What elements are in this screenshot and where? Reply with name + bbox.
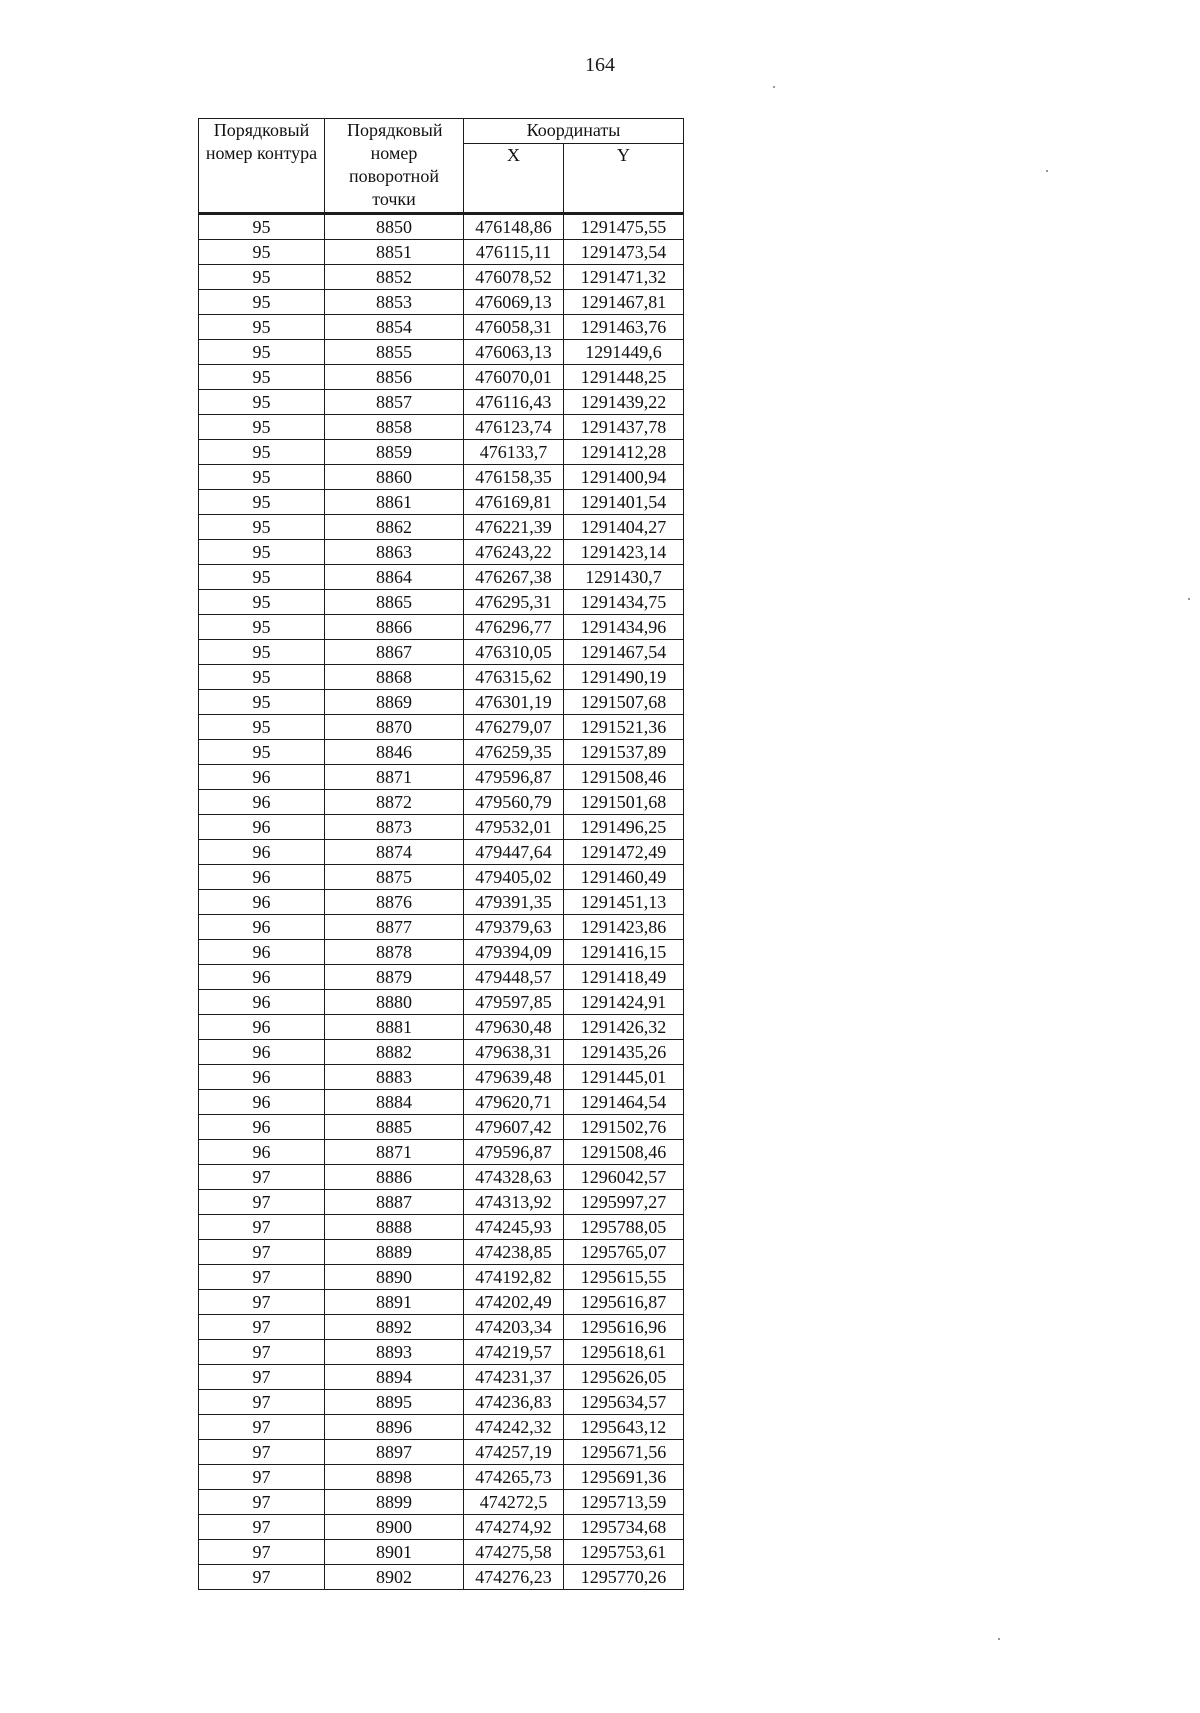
x-coordinate-cell: 474236,83 (464, 1390, 564, 1415)
y-coordinate-cell: 1291445,01 (564, 1065, 684, 1090)
contour-number-cell: 95 (199, 415, 325, 440)
contour-number-cell: 96 (199, 865, 325, 890)
table-row (199, 1190, 684, 1215)
point-number-cell: 8871 (325, 1140, 464, 1165)
contour-number-cell: 97 (199, 1165, 325, 1190)
x-coordinate-cell: 479560,79 (464, 790, 564, 815)
table-row (199, 1540, 684, 1565)
y-coordinate-cell: 1295671,56 (564, 1440, 684, 1465)
y-coordinate-cell: 1295616,96 (564, 1315, 684, 1340)
y-coordinate-cell: 1291471,32 (564, 265, 684, 290)
contour-number-cell: 96 (199, 915, 325, 940)
contour-number-cell: 95 (199, 440, 325, 465)
x-coordinate-cell: 476070,01 (464, 365, 564, 390)
contour-number-cell: 97 (199, 1365, 325, 1390)
contour-number-cell: 96 (199, 890, 325, 915)
contour-number-cell: 97 (199, 1540, 325, 1565)
table-row (199, 890, 684, 915)
contour-number-cell: 96 (199, 1115, 325, 1140)
x-coordinate-cell: 476301,19 (464, 690, 564, 715)
contour-number-cell: 95 (199, 715, 325, 740)
x-coordinate-cell: 476123,74 (464, 415, 564, 440)
point-number-cell: 8892 (325, 1315, 464, 1340)
table-row (199, 1465, 684, 1490)
table-row (199, 990, 684, 1015)
contour-number-cell: 96 (199, 990, 325, 1015)
y-coordinate-cell: 1295770,26 (564, 1565, 684, 1590)
contour-number-cell: 96 (199, 1015, 325, 1040)
y-coordinate-cell: 1291448,25 (564, 365, 684, 390)
point-number-cell: 8866 (325, 615, 464, 640)
table-row (199, 790, 684, 815)
y-coordinate-cell: 1291416,15 (564, 940, 684, 965)
point-number-cell: 8859 (325, 440, 464, 465)
y-coordinate-cell: 1291473,54 (564, 240, 684, 265)
contour-number-cell: 96 (199, 1040, 325, 1065)
x-coordinate-cell: 479391,35 (464, 890, 564, 915)
y-coordinate-cell: 1291412,28 (564, 440, 684, 465)
point-number-cell: 8900 (325, 1515, 464, 1540)
contour-number-cell: 95 (199, 740, 325, 765)
table-row (199, 465, 684, 490)
x-coordinate-cell: 479597,85 (464, 990, 564, 1015)
table-row (199, 1165, 684, 1190)
point-number-cell: 8896 (325, 1415, 464, 1440)
x-coordinate-cell: 479639,48 (464, 1065, 564, 1090)
point-number-cell: 8885 (325, 1115, 464, 1140)
contour-number-cell: 97 (199, 1490, 325, 1515)
contour-number-cell: 96 (199, 840, 325, 865)
contour-number-cell: 95 (199, 515, 325, 540)
point-number-cell: 8867 (325, 640, 464, 665)
y-coordinate-cell: 1291460,49 (564, 865, 684, 890)
contour-number-cell: 97 (199, 1390, 325, 1415)
point-number-cell: 8882 (325, 1040, 464, 1065)
y-coordinate-cell: 1291434,75 (564, 590, 684, 615)
table-row (199, 840, 684, 865)
contour-number-cell: 95 (199, 565, 325, 590)
y-coordinate-cell: 1291467,81 (564, 290, 684, 315)
x-coordinate-cell: 476221,39 (464, 515, 564, 540)
point-number-cell: 8851 (325, 240, 464, 265)
y-coordinate-cell: 1295634,57 (564, 1390, 684, 1415)
contour-number-cell: 95 (199, 240, 325, 265)
point-number-cell: 8875 (325, 865, 464, 890)
point-number-cell: 8889 (325, 1240, 464, 1265)
point-number-cell: 8886 (325, 1165, 464, 1190)
scan-speck (773, 86, 775, 88)
table-row (199, 1090, 684, 1115)
x-coordinate-cell: 474257,19 (464, 1440, 564, 1465)
table-row (199, 1340, 684, 1365)
contour-number-cell: 97 (199, 1215, 325, 1240)
y-coordinate-cell: 1291430,7 (564, 565, 684, 590)
y-coordinate-cell: 1291490,19 (564, 665, 684, 690)
point-number-cell: 8852 (325, 265, 464, 290)
x-coordinate-cell: 476243,22 (464, 540, 564, 565)
y-coordinate-cell: 1291418,49 (564, 965, 684, 990)
x-coordinate-cell: 476169,81 (464, 490, 564, 515)
contour-number-cell: 96 (199, 940, 325, 965)
page-number: 164 (585, 54, 615, 76)
header-point-number: Порядковый номер поворотной точки (325, 119, 464, 214)
contour-number-cell: 95 (199, 640, 325, 665)
y-coordinate-cell: 1291496,25 (564, 815, 684, 840)
x-coordinate-cell: 479620,71 (464, 1090, 564, 1115)
x-coordinate-cell: 479405,02 (464, 865, 564, 890)
x-coordinate-cell: 479638,31 (464, 1040, 564, 1065)
y-coordinate-cell: 1291501,68 (564, 790, 684, 815)
contour-number-cell: 95 (199, 390, 325, 415)
table-row (199, 690, 684, 715)
contour-number-cell: 97 (199, 1440, 325, 1465)
table-row (199, 1490, 684, 1515)
table-row (199, 640, 684, 665)
table-row (199, 1240, 684, 1265)
y-coordinate-cell: 1291400,94 (564, 465, 684, 490)
contour-number-cell: 95 (199, 690, 325, 715)
y-coordinate-cell: 1295734,68 (564, 1515, 684, 1540)
contour-number-cell: 97 (199, 1265, 325, 1290)
point-number-cell: 8878 (325, 940, 464, 965)
x-coordinate-cell: 474202,49 (464, 1290, 564, 1315)
x-coordinate-cell: 474245,93 (464, 1215, 564, 1240)
x-coordinate-cell: 474231,37 (464, 1365, 564, 1390)
table-row (199, 965, 684, 990)
x-coordinate-cell: 479596,87 (464, 765, 564, 790)
table-row (199, 565, 684, 590)
x-coordinate-cell: 474274,92 (464, 1515, 564, 1540)
point-number-cell: 8887 (325, 1190, 464, 1215)
y-coordinate-cell: 1291435,26 (564, 1040, 684, 1065)
scan-speck (1046, 170, 1048, 172)
point-number-cell: 8868 (325, 665, 464, 690)
point-number-cell: 8850 (325, 214, 464, 240)
point-number-cell: 8893 (325, 1340, 464, 1365)
x-coordinate-cell: 474238,85 (464, 1240, 564, 1265)
point-number-cell: 8897 (325, 1440, 464, 1465)
y-coordinate-cell: 1291451,13 (564, 890, 684, 915)
y-coordinate-cell: 1291439,22 (564, 390, 684, 415)
contour-number-cell: 95 (199, 265, 325, 290)
x-coordinate-cell: 474242,32 (464, 1415, 564, 1440)
table-row (199, 590, 684, 615)
table-row (199, 1565, 684, 1590)
x-coordinate-cell: 474276,23 (464, 1565, 564, 1590)
y-coordinate-cell: 1291434,96 (564, 615, 684, 640)
y-coordinate-cell: 1291449,6 (564, 340, 684, 365)
x-coordinate-cell: 474328,63 (464, 1165, 564, 1190)
point-number-cell: 8877 (325, 915, 464, 940)
point-number-cell: 8873 (325, 815, 464, 840)
table-row (199, 1415, 684, 1440)
x-coordinate-cell: 479532,01 (464, 815, 564, 840)
y-coordinate-cell: 1291508,46 (564, 765, 684, 790)
table-row (199, 1290, 684, 1315)
x-coordinate-cell: 479596,87 (464, 1140, 564, 1165)
y-coordinate-cell: 1291467,54 (564, 640, 684, 665)
point-number-cell: 8890 (325, 1265, 464, 1290)
point-number-cell: 8861 (325, 490, 464, 515)
point-number-cell: 8871 (325, 765, 464, 790)
y-coordinate-cell: 1291423,86 (564, 915, 684, 940)
table-row (199, 365, 684, 390)
table-row (199, 1365, 684, 1390)
point-number-cell: 8872 (325, 790, 464, 815)
contour-number-cell: 97 (199, 1415, 325, 1440)
y-coordinate-cell: 1295616,87 (564, 1290, 684, 1315)
contour-number-cell: 97 (199, 1240, 325, 1265)
table-row (199, 940, 684, 965)
y-coordinate-cell: 1291508,46 (564, 1140, 684, 1165)
y-coordinate-cell: 1291472,49 (564, 840, 684, 865)
scan-speck (998, 1638, 1000, 1640)
table-row (199, 265, 684, 290)
header-coordinates: Координаты (464, 119, 684, 144)
x-coordinate-cell: 476310,05 (464, 640, 564, 665)
y-coordinate-cell: 1295788,05 (564, 1215, 684, 1240)
table-row (199, 1515, 684, 1540)
y-coordinate-cell: 1291507,68 (564, 690, 684, 715)
x-coordinate-cell: 476267,38 (464, 565, 564, 590)
y-coordinate-cell: 1291401,54 (564, 490, 684, 515)
point-number-cell: 8902 (325, 1565, 464, 1590)
contour-number-cell: 97 (199, 1290, 325, 1315)
table-row (199, 1265, 684, 1290)
point-number-cell: 8854 (325, 315, 464, 340)
point-number-cell: 8883 (325, 1065, 464, 1090)
table-row (199, 315, 684, 340)
y-coordinate-cell: 1291404,27 (564, 515, 684, 540)
x-coordinate-cell: 476279,07 (464, 715, 564, 740)
contour-number-cell: 95 (199, 590, 325, 615)
table-row (199, 390, 684, 415)
point-number-cell: 8870 (325, 715, 464, 740)
contour-number-cell: 95 (199, 365, 325, 390)
contour-number-cell: 95 (199, 465, 325, 490)
point-number-cell: 8855 (325, 340, 464, 365)
y-coordinate-cell: 1295626,05 (564, 1365, 684, 1390)
contour-number-cell: 97 (199, 1190, 325, 1215)
table-row (199, 665, 684, 690)
point-number-cell: 8853 (325, 290, 464, 315)
coordinates-table (198, 118, 684, 1590)
table-row (199, 240, 684, 265)
x-coordinate-cell: 476078,52 (464, 265, 564, 290)
point-number-cell: 8857 (325, 390, 464, 415)
point-number-cell: 8862 (325, 515, 464, 540)
table-row (199, 1390, 684, 1415)
table-row (199, 915, 684, 940)
table-row (199, 540, 684, 565)
table-row (199, 440, 684, 465)
y-coordinate-cell: 1295643,12 (564, 1415, 684, 1440)
contour-number-cell: 95 (199, 665, 325, 690)
point-number-cell: 8894 (325, 1365, 464, 1390)
y-coordinate-cell: 1295753,61 (564, 1540, 684, 1565)
contour-number-cell: 96 (199, 815, 325, 840)
y-coordinate-cell: 1296042,57 (564, 1165, 684, 1190)
x-coordinate-cell: 476259,35 (464, 740, 564, 765)
x-coordinate-cell: 476315,62 (464, 665, 564, 690)
table-row (199, 1115, 684, 1140)
table-row (199, 1040, 684, 1065)
y-coordinate-cell: 1291463,76 (564, 315, 684, 340)
x-coordinate-cell: 479394,09 (464, 940, 564, 965)
contour-number-cell: 95 (199, 615, 325, 640)
x-coordinate-cell: 476296,77 (464, 615, 564, 640)
table-row (199, 214, 684, 240)
contour-number-cell: 95 (199, 490, 325, 515)
y-coordinate-cell: 1291537,89 (564, 740, 684, 765)
x-coordinate-cell: 474203,34 (464, 1315, 564, 1340)
table-row (199, 815, 684, 840)
contour-number-cell: 97 (199, 1340, 325, 1365)
y-coordinate-cell: 1295997,27 (564, 1190, 684, 1215)
header-y: Y (564, 144, 684, 214)
x-coordinate-cell: 476069,13 (464, 290, 564, 315)
x-coordinate-cell: 479607,42 (464, 1115, 564, 1140)
table-row (199, 715, 684, 740)
y-coordinate-cell: 1295615,55 (564, 1265, 684, 1290)
x-coordinate-cell: 474272,5 (464, 1490, 564, 1515)
point-number-cell: 8899 (325, 1490, 464, 1515)
x-coordinate-cell: 479379,63 (464, 915, 564, 940)
y-coordinate-cell: 1295765,07 (564, 1240, 684, 1265)
contour-number-cell: 95 (199, 540, 325, 565)
y-coordinate-cell: 1291424,91 (564, 990, 684, 1015)
contour-number-cell: 96 (199, 965, 325, 990)
point-number-cell: 8869 (325, 690, 464, 715)
contour-number-cell: 95 (199, 340, 325, 365)
x-coordinate-cell: 479447,64 (464, 840, 564, 865)
x-coordinate-cell: 479448,57 (464, 965, 564, 990)
point-number-cell: 8888 (325, 1215, 464, 1240)
x-coordinate-cell: 476063,13 (464, 340, 564, 365)
point-number-cell: 8879 (325, 965, 464, 990)
x-coordinate-cell: 474275,58 (464, 1540, 564, 1565)
table-row (199, 1215, 684, 1240)
contour-number-cell: 96 (199, 1140, 325, 1165)
y-coordinate-cell: 1291521,36 (564, 715, 684, 740)
point-number-cell: 8874 (325, 840, 464, 865)
point-number-cell: 8884 (325, 1090, 464, 1115)
contour-number-cell: 96 (199, 790, 325, 815)
contour-number-cell: 96 (199, 1090, 325, 1115)
point-number-cell: 8881 (325, 1015, 464, 1040)
point-number-cell: 8846 (325, 740, 464, 765)
table-row (199, 865, 684, 890)
point-number-cell: 8898 (325, 1465, 464, 1490)
contour-number-cell: 95 (199, 290, 325, 315)
contour-number-cell: 97 (199, 1565, 325, 1590)
y-coordinate-cell: 1291502,76 (564, 1115, 684, 1140)
header-x: X (464, 144, 564, 214)
point-number-cell: 8856 (325, 365, 464, 390)
contour-number-cell: 95 (199, 214, 325, 240)
x-coordinate-cell: 476115,11 (464, 240, 564, 265)
table-row (199, 765, 684, 790)
table-row (199, 515, 684, 540)
y-coordinate-cell: 1295713,59 (564, 1490, 684, 1515)
point-number-cell: 8858 (325, 415, 464, 440)
point-number-cell: 8891 (325, 1290, 464, 1315)
contour-number-cell: 95 (199, 315, 325, 340)
x-coordinate-cell: 476158,35 (464, 465, 564, 490)
point-number-cell: 8876 (325, 890, 464, 915)
table-row (199, 615, 684, 640)
table-body (199, 214, 684, 1590)
point-number-cell: 8895 (325, 1390, 464, 1415)
x-coordinate-cell: 476058,31 (464, 315, 564, 340)
x-coordinate-cell: 474192,82 (464, 1265, 564, 1290)
table-row (199, 415, 684, 440)
contour-number-cell: 96 (199, 1065, 325, 1090)
contour-number-cell: 97 (199, 1315, 325, 1340)
x-coordinate-cell: 479630,48 (464, 1015, 564, 1040)
x-coordinate-cell: 476116,43 (464, 390, 564, 415)
y-coordinate-cell: 1291426,32 (564, 1015, 684, 1040)
y-coordinate-cell: 1295691,36 (564, 1465, 684, 1490)
table-row (199, 340, 684, 365)
table-row (199, 1140, 684, 1165)
y-coordinate-cell: 1291464,54 (564, 1090, 684, 1115)
x-coordinate-cell: 474313,92 (464, 1190, 564, 1215)
y-coordinate-cell: 1291475,55 (564, 214, 684, 240)
y-coordinate-cell: 1295618,61 (564, 1340, 684, 1365)
x-coordinate-cell: 476148,86 (464, 214, 564, 240)
header-contour-number: Порядковый номер контура (199, 119, 325, 214)
table-row (199, 1440, 684, 1465)
x-coordinate-cell: 474265,73 (464, 1465, 564, 1490)
table-row (199, 490, 684, 515)
point-number-cell: 8860 (325, 465, 464, 490)
contour-number-cell: 96 (199, 765, 325, 790)
contour-number-cell: 97 (199, 1465, 325, 1490)
table-row (199, 740, 684, 765)
point-number-cell: 8880 (325, 990, 464, 1015)
y-coordinate-cell: 1291437,78 (564, 415, 684, 440)
contour-number-cell: 97 (199, 1515, 325, 1540)
x-coordinate-cell: 474219,57 (464, 1340, 564, 1365)
table-row (199, 1015, 684, 1040)
table-row (199, 290, 684, 315)
x-coordinate-cell: 476295,31 (464, 590, 564, 615)
scan-speck (1188, 598, 1190, 600)
point-number-cell: 8864 (325, 565, 464, 590)
point-number-cell: 8865 (325, 590, 464, 615)
table-row (199, 1065, 684, 1090)
y-coordinate-cell: 1291423,14 (564, 540, 684, 565)
table-row (199, 1315, 684, 1340)
point-number-cell: 8863 (325, 540, 464, 565)
point-number-cell: 8901 (325, 1540, 464, 1565)
x-coordinate-cell: 476133,7 (464, 440, 564, 465)
